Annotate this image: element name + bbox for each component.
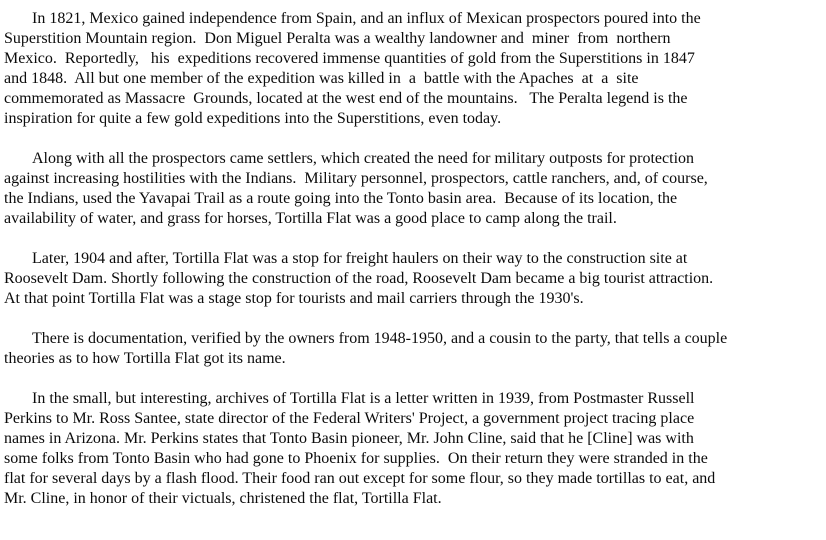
text-line: Roosevelt Dam. Shortly following the construction of the road, Roosevelt Dam became a big tourist attraction. xyxy=(4,270,714,287)
text-line: Mexico. Reportedly, his expeditions recovered immense quantities of gold from the Superstitions in 1847 xyxy=(4,50,695,67)
text-line: In 1821, Mexico gained independence from Spain, and an influx of Mexican prospectors poured into the xyxy=(32,10,701,27)
text-line: inspiration for quite a few gold expeditions into the Superstitions, even today. xyxy=(4,110,502,127)
text-line: flat for several days by a flash flood. Their food ran out except for some flour, so they made tortillas to eat, and xyxy=(4,470,716,487)
text-line: Later, 1904 and after, Tortilla Flat was a stop for freight haulers on their way to the construction site at xyxy=(32,250,688,267)
text-line: some folks from Tonto Basin who had gone to Phoenix for supplies. On their return they were stranded in the xyxy=(4,450,708,467)
text-line: names in Arizona. Mr. Perkins states that Tonto Basin pioneer, Mr. John Cline, said that he [Cline] was with xyxy=(4,430,694,447)
text-line: Superstition Mountain region. Don Miguel Peralta was a wealthy landowner and miner from northern xyxy=(4,30,671,47)
text-line: commemorated as Massacre Grounds, located at the west end of the mountains. The Peralta legend is the xyxy=(4,90,688,107)
text-line: There is documentation, verified by the owners from 1948-1950, and a cousin to the party, that tells a couple xyxy=(32,330,728,347)
text-line: Along with all the prospectors came settlers, which created the need for military outposts for protection xyxy=(32,150,695,167)
paragraph-perkins-letter xyxy=(4,389,826,509)
text-line: Mr. Cline, in honor of their victuals, christened the flat, Tortilla Flat. xyxy=(4,490,442,507)
paragraph-roosevelt-dam xyxy=(4,249,826,309)
text-line: the Indians, used the Yavapai Trail as a route going into the Tonto basin area. Because of its location, the xyxy=(4,190,678,207)
text-line: At that point Tortilla Flat was a stage stop for tourists and mail carriers through the 1930's. xyxy=(4,290,584,307)
paragraph-peralta-legend xyxy=(4,9,826,129)
text-line: against increasing hostilities with the Indians. Military personnel, prospectors, cattle ranchers, and, of course, xyxy=(4,170,708,187)
text-line: theories as to how Tortilla Flat got its name. xyxy=(4,350,286,367)
text-line: availability of water, and grass for horses, Tortilla Flat was a good place to camp along the trail. xyxy=(4,210,617,227)
paragraph-name-documentation xyxy=(4,329,826,369)
text-line: Perkins to Mr. Ross Santee, state director of the Federal Writers' Project, a government project tracing place xyxy=(4,410,695,427)
text-line: In the small, but interesting, archives of Tortilla Flat is a letter written in 1939, from Postmaster Russell xyxy=(32,390,695,407)
text-line: and 1848. All but one member of the expedition was killed in a battle with the Apaches at a site xyxy=(4,70,639,87)
paragraph-settlers-yavapai-trail xyxy=(4,149,826,229)
